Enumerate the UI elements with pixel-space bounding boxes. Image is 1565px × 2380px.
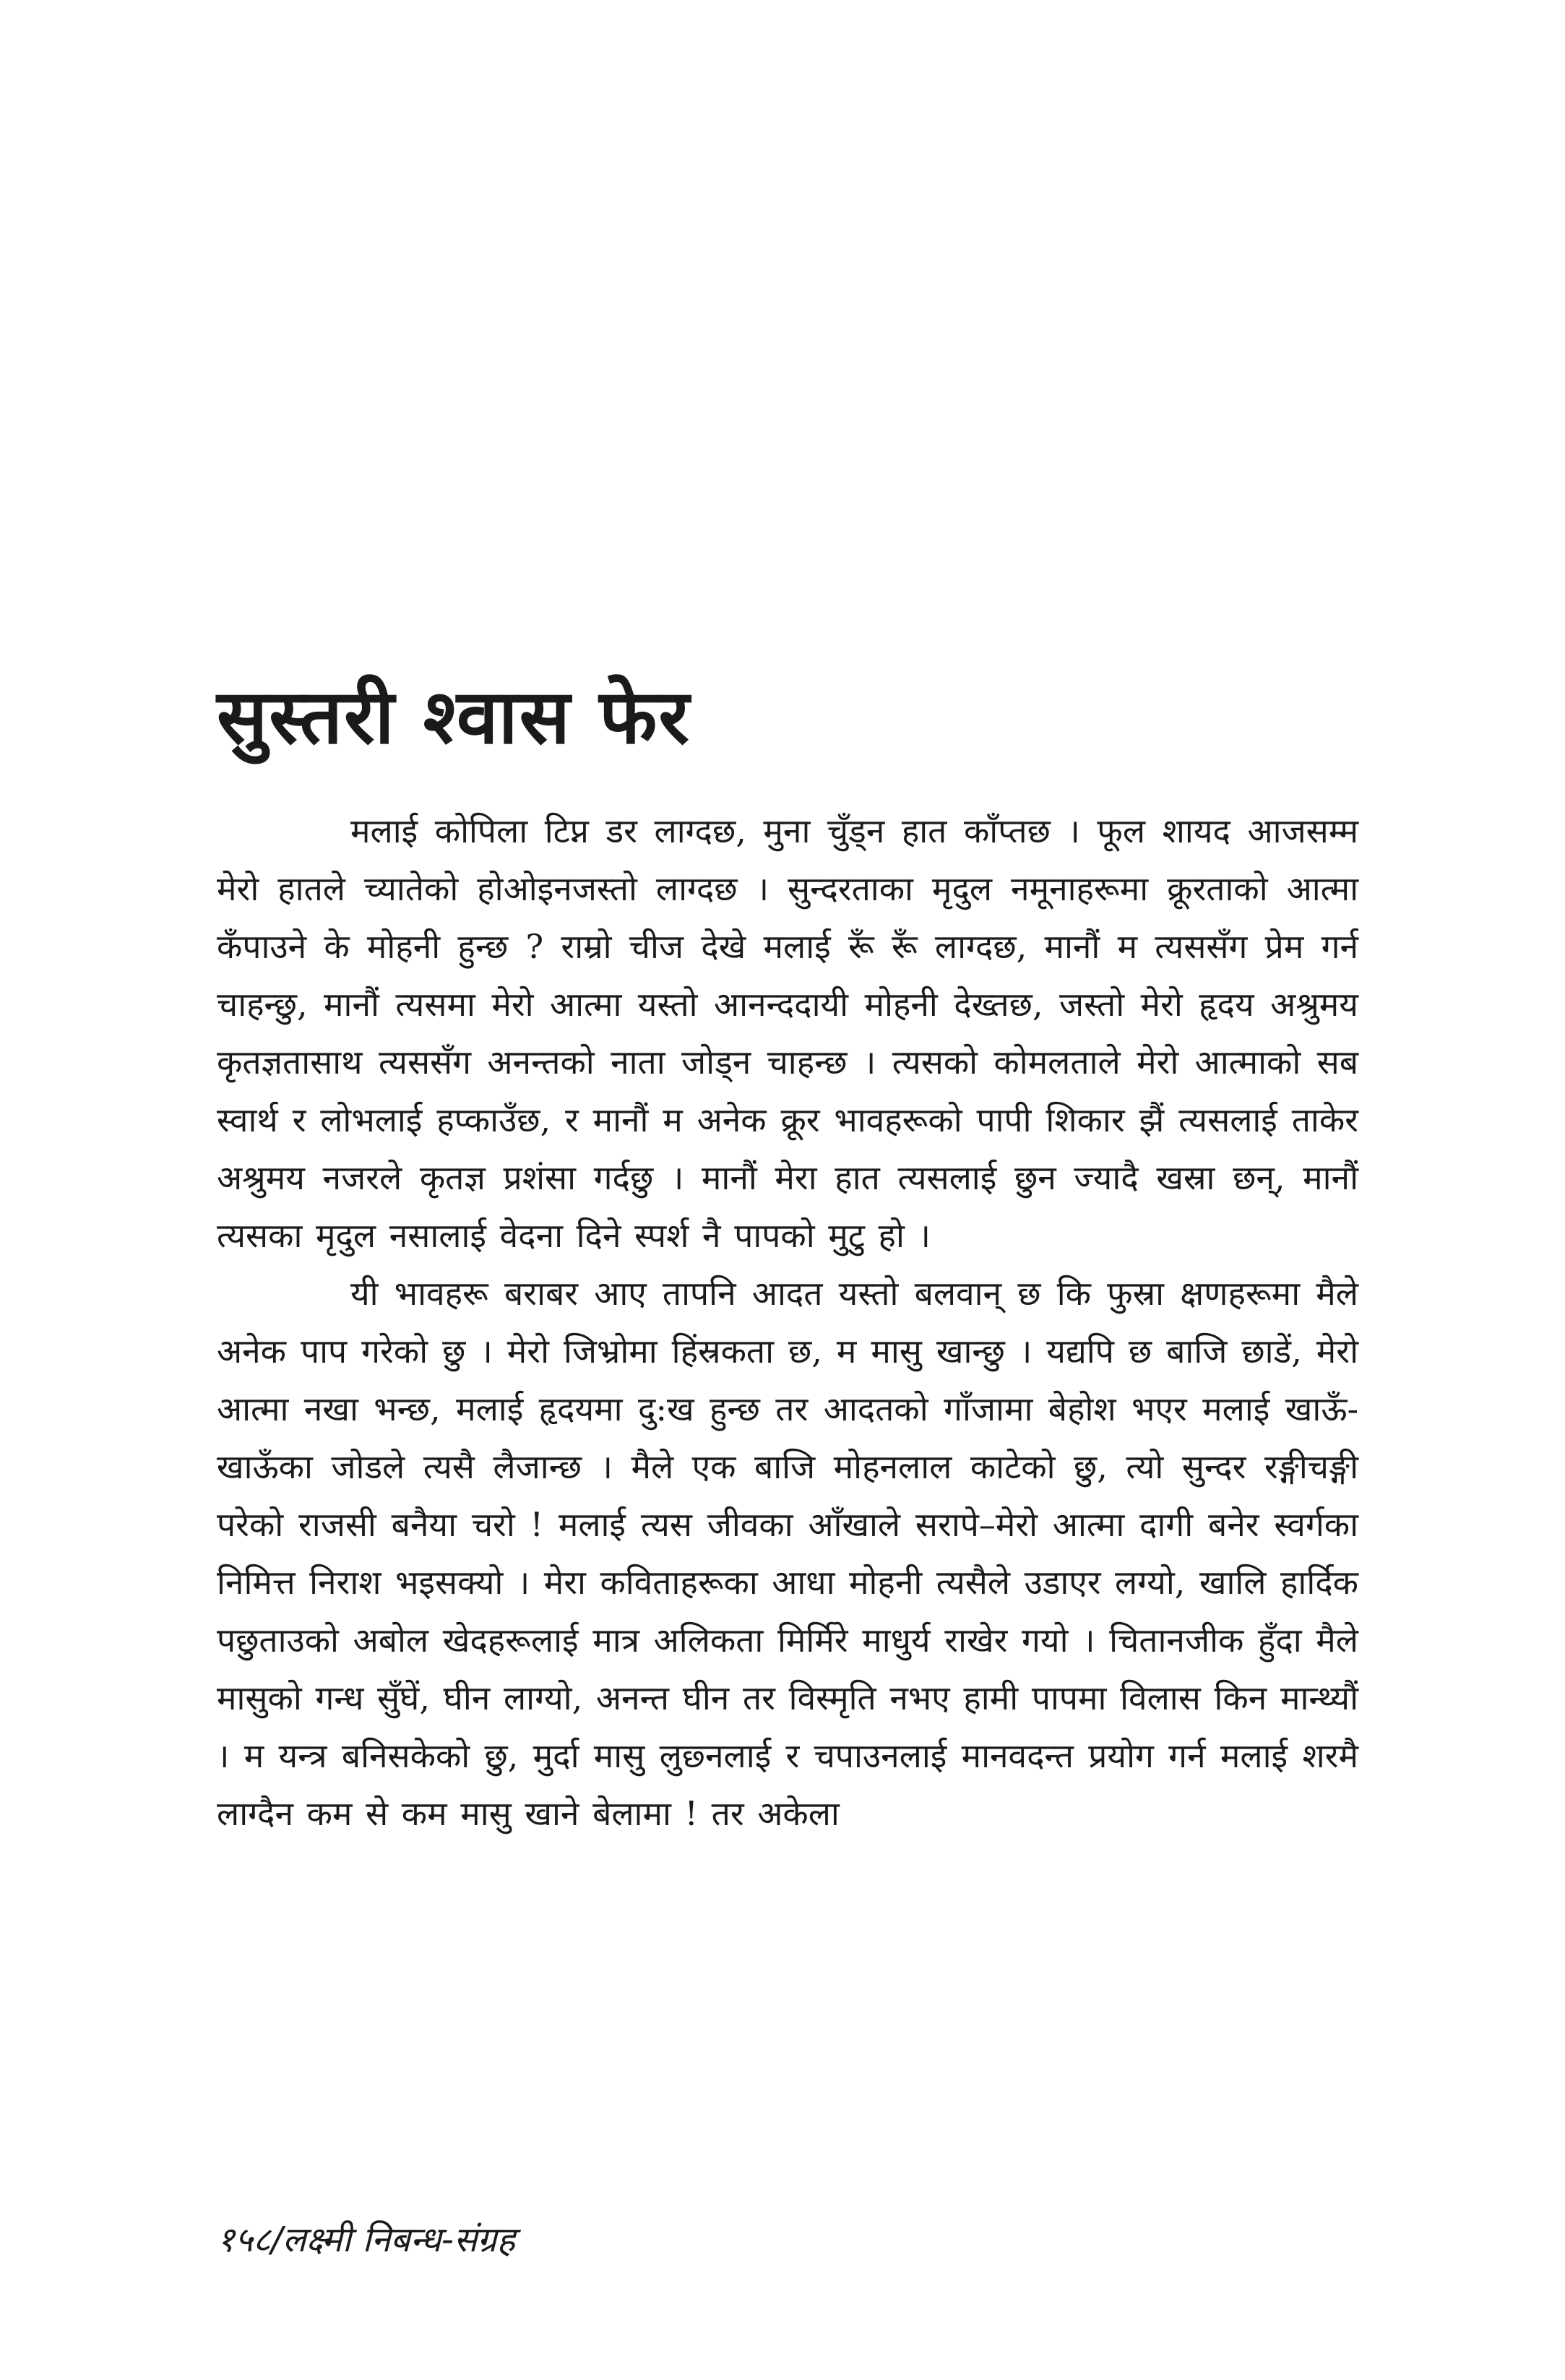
essay-body: [217, 802, 1358, 1842]
paragraph-1: मलाई कोपिला टिप्न डर लाग्दछ, मुना चुँड्न हात काँप्तछ । फूल शायद आजसम्म मेरो हातले च्यातेको होओइनजस्तो लाग्दछ । सुन्दरताका मृदुल नमूनाहरूमा क्रूरताको आत्मा कँपाउने के मोहनी हुन्छ ? राम्रो चीज देखे मलाई रूँ रूँ लाग्दछ, मानौं म त्यससँग प्रेम गर्न चाहन्छु, मानौं त्यसमा मेरो आत्मा यस्तो आनन्ददायी मोहनी देख्तछ, जस्तो मेरो हृदय अश्रुमय कृतज्ञतासाथ त्यससँग अनन्तको नाता जोड्न चाहन्छ । त्यसको कोमलताले मेरो आत्माको सब स्वार्थ र लोभलाई हप्काउँछ, र मानौं म अनेक क्रूर भावहरूको पापी शिकार झैं त्यसलाई ताकेर अश्रुमय नजरले कृतज्ञ प्रशंसा गर्दछु । मानौं मेरा हात त्यसलाई छुन ज्यादै खस्रा छन्, मानौं त्यसका मृदुल नसालाई वेदना दिने स्पर्श नै पापको मुटु हो ।: [217, 811, 1358, 1255]
paragraph-2: यी भावहरू बराबर आए तापनि आदत यस्तो बलवान् छ कि फुस्रा क्षणहरूमा मैले अनेक पाप गरेको छु । मेरो जिभ्रोमा हिंस्रकता छ, म मासु खान्छु । यद्यपि छ बाजि छाडें, मेरो आत्मा नखा भन्छ, मलाई हृदयमा दु:ख हुन्छ तर आदतको गाँजामा बेहोश भएर मलाई खाऊँ-खाऊँका जोडले त्यसै लैजान्छ । मैले एक बाजि मोहनलाल काटेको छु, त्यो सुन्दर रङ्गीचङ्गी परेको राजसी बनैया चरो ! मलाई त्यस जीवका आँखाले सरापे–मेरो आत्मा दागी बनेर स्वर्गका निमित्त निराश भइसक्यो । मेरा कविताहरूका आधा मोहनी त्यसैले उडाएर लग्यो, खालि हार्दिक पछुताउको अबोल खेदहरूलाई मात्र अलिकता मिर्मिरे माधुर्य राखेर गयो । चितानजीक हुँदा मैले मासुको गन्ध सुँघें, घीन लाग्यो, अनन्त घीन तर विस्मृति नभए हामी पापमा विलास किन मान्थ्यौं । म यन्त्र बनिसकेको छु, मुर्दा मासु लुछ्नलाई र चपाउनलाई मानवदन्त प्रयोग गर्न मलाई शरमै लाग्दैन कम से कम मासु खाने बेलामा ! तर अकेला: [217, 1274, 1358, 1833]
page-footer: १५८/लक्ष्मी निबन्ध-संग्रह: [217, 2220, 515, 2260]
essay-title: सुस्तरी श्वास फेर: [217, 672, 691, 761]
